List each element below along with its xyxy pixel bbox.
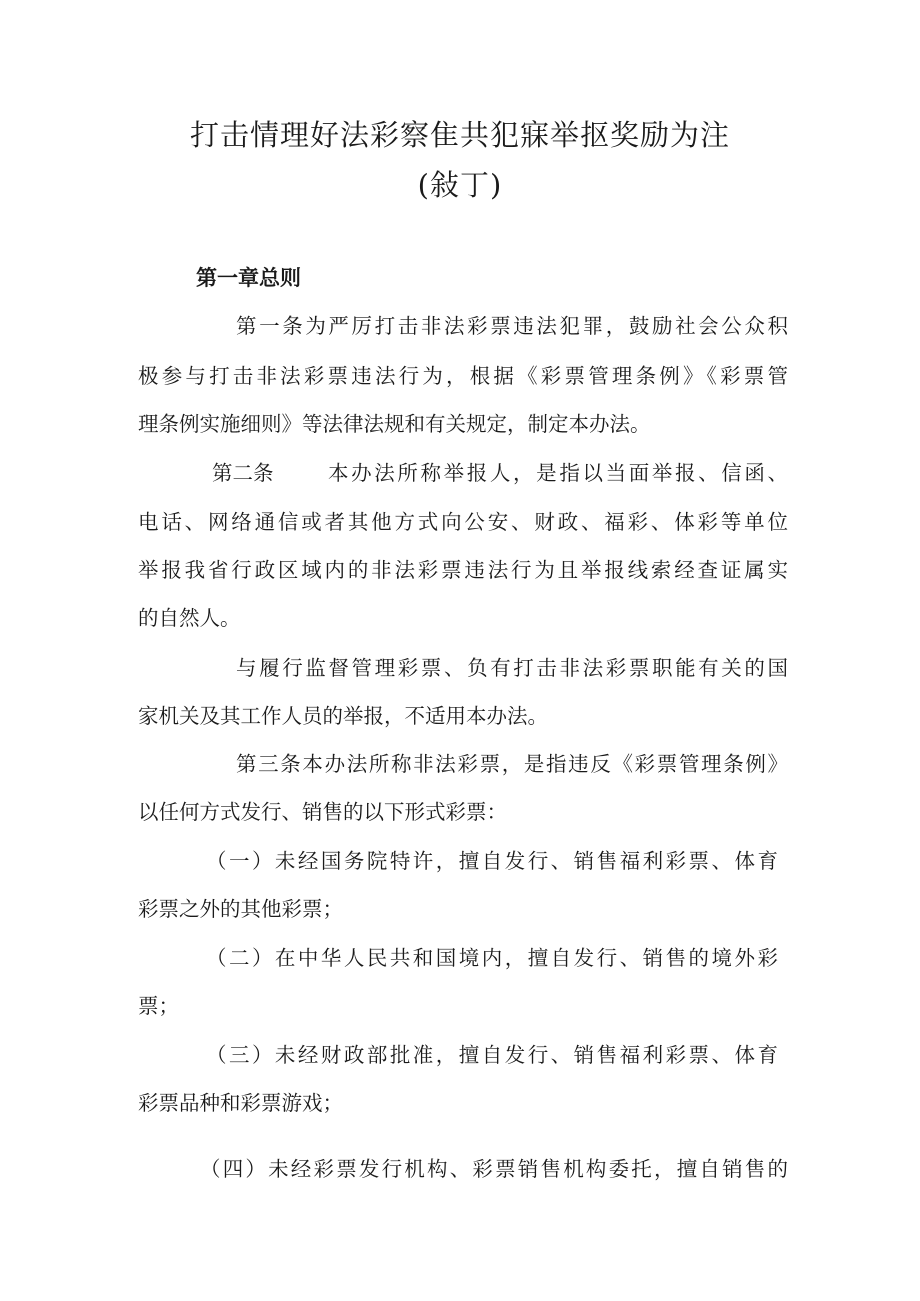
paragraph-line: 举报我省行政区域内的非法彩票违法行为且举报线索经查证属实 bbox=[138, 558, 788, 582]
list-item-line: 彩票之外的其他彩票； bbox=[138, 897, 343, 921]
chapter-heading: 第一章总则 bbox=[196, 266, 301, 290]
paragraph-line: 极参与打击非法彩票违法行为，根据《彩票管理条例》《彩票管 bbox=[138, 364, 788, 388]
list-item-line: 彩票品种和彩票游戏； bbox=[138, 1091, 343, 1115]
document-title-line-2: (敍丁) bbox=[417, 168, 503, 202]
paragraph-line: 家机关及其工作人员的举报，不适用本办法。 bbox=[138, 704, 548, 728]
list-item-line: 票； bbox=[138, 994, 179, 1018]
paragraph-line: 第一条为严厉打击非法彩票违法犯罪，鼓励社会公众积 bbox=[236, 314, 788, 338]
article-label: 第二条 bbox=[212, 461, 274, 485]
list-item-line: （三）未经财政部批准，擅自发行、销售福利彩票、体育 bbox=[206, 1043, 778, 1067]
document-title-line-1: 打击情理好法彩察隹共犯寐举抠奖励为注 bbox=[189, 118, 730, 152]
paragraph-line: 以任何方式发行、销售的以下形式彩票： bbox=[138, 800, 507, 824]
paragraph-line: 与履行监督管理彩票、负有打击非法彩票职能有关的国 bbox=[236, 656, 788, 680]
list-item-line: （四）未经彩票发行机构、彩票销售机构委托，擅自销售的 bbox=[200, 1157, 788, 1181]
paragraph-line: 电话、网络通信或者其他方式向公安、财政、福彩、体彩等单位 bbox=[138, 510, 788, 534]
list-item-line: （二）在中华人民共和国境内，擅自发行、销售的境外彩 bbox=[206, 946, 778, 970]
list-item-line: （一）未经国务院特许，擅自发行、销售福利彩票、体育 bbox=[206, 849, 778, 873]
paragraph-line: 理条例实施细则》等法律法规和有关规定，制定本办法。 bbox=[138, 412, 651, 436]
paragraph-line: 第三条本办法所称非法彩票，是指违反《彩票管理条例》 bbox=[236, 752, 788, 776]
paragraph-line: 本办法所称举报人，是指以当面举报、信函、 bbox=[328, 461, 788, 485]
paragraph-line: 的自然人。 bbox=[138, 606, 241, 630]
